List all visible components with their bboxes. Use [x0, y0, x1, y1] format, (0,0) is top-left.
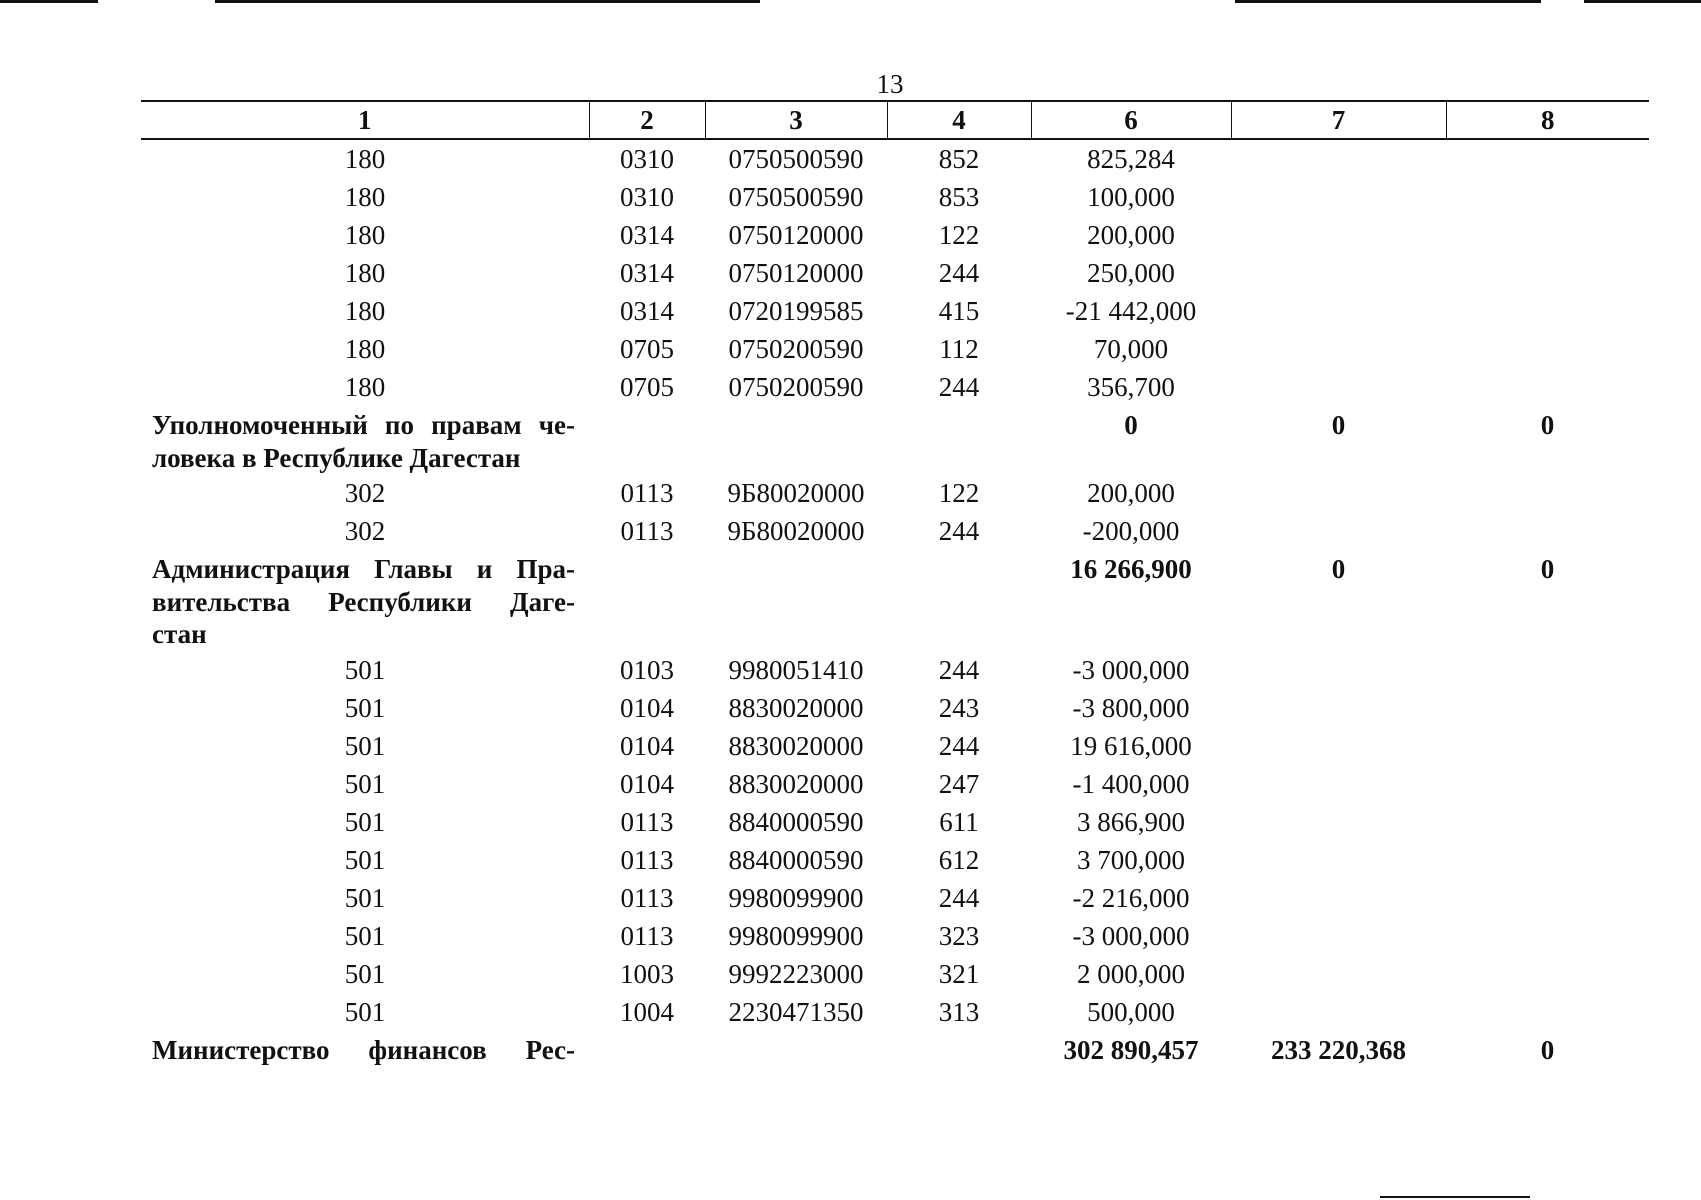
target-item-cell: 0750500590: [728, 144, 864, 174]
amount-col6-cell: 19 616,000: [1070, 730, 1192, 761]
section-code-cell: 0314: [620, 258, 674, 288]
agency-code-cell: 501: [344, 844, 386, 875]
agency-name-line: стан: [152, 619, 207, 649]
amount-col7-cell: [1231, 512, 1446, 550]
amount-col8-cell: [1446, 216, 1649, 254]
agency-name-cell: [141, 406, 589, 474]
agency-row: [141, 550, 1649, 651]
amount-col7-cell: 0: [1331, 410, 1346, 440]
section-code-cell: 0113: [620, 920, 674, 951]
expense-type-cell: [887, 406, 1031, 474]
amount-col8-cell: 0: [1540, 554, 1555, 584]
table-row: [141, 993, 1649, 1031]
agency-name-line: Уполномоченный по правам че-: [152, 410, 575, 440]
table-row: [141, 178, 1649, 216]
expense-type-cell: 244: [938, 882, 980, 913]
amount-col6-cell: 16 266,900: [1070, 554, 1192, 584]
amount-col6-cell: -3 800,000: [1072, 692, 1190, 723]
amount-col8-cell: [1446, 292, 1649, 330]
target-item-cell: 8840000590: [728, 806, 864, 837]
expense-type-cell: [887, 1031, 1031, 1067]
expense-type-cell: 122: [938, 478, 980, 508]
expense-type-cell: 244: [938, 516, 980, 546]
section-code-cell: 0113: [620, 478, 674, 508]
amount-col7-cell: [1231, 765, 1446, 803]
amount-col7-cell: [1231, 803, 1446, 841]
header-col-6: 6: [1031, 101, 1231, 139]
expense-type-cell: [887, 550, 1031, 651]
expense-type-cell: 244: [938, 258, 980, 288]
amount-col8-cell: [1446, 330, 1649, 368]
agency-name-cell: [141, 550, 589, 651]
target-item-cell: 0750500590: [728, 182, 864, 212]
agency-code-cell: 501: [344, 806, 386, 837]
amount-col7-cell: [1231, 917, 1446, 955]
budget-table: [141, 100, 1649, 1066]
amount-col7-cell: [1231, 879, 1446, 917]
amount-col6-cell: -2 216,000: [1072, 882, 1190, 913]
header-col-2: 2: [589, 101, 705, 139]
agency-code-cell: 501: [344, 996, 386, 1027]
scan-edge-line: [215, 0, 760, 3]
target-item-cell: 2230471350: [728, 996, 864, 1027]
header-col-7: 7: [1231, 101, 1446, 139]
amount-col8-cell: [1446, 803, 1649, 841]
agency-code-cell: 302: [344, 478, 386, 508]
amount-col6-cell: -21 442,000: [1065, 296, 1197, 326]
target-item-cell: 9980099900: [728, 920, 864, 951]
section-code-cell: 0104: [620, 768, 674, 799]
agency-name-line: ловека в Республике Дагестан: [152, 442, 521, 473]
amount-col7-cell: [1231, 178, 1446, 216]
header-col-4: 4: [887, 101, 1031, 139]
amount-col6-cell: 70,000: [1093, 334, 1169, 364]
table-row: [141, 765, 1649, 803]
agency-code-cell: 180: [344, 296, 386, 326]
agency-code-cell: 180: [344, 182, 386, 212]
amount-col6-cell: 200,000: [1087, 220, 1175, 250]
table-row: [141, 368, 1649, 406]
expense-type-cell: 247: [938, 768, 980, 799]
scan-edge-line: [1235, 0, 1541, 3]
expense-type-cell: 112: [939, 334, 979, 364]
agency-name-line: вительства Республики Даге-: [152, 586, 575, 617]
expense-type-cell: 243: [938, 692, 980, 723]
expense-type-cell: 415: [938, 296, 980, 326]
agency-code-cell: 180: [344, 372, 386, 402]
header-row: [141, 101, 1649, 139]
expense-type-cell: 244: [938, 654, 980, 685]
target-item-cell: 9Б80020000: [727, 478, 865, 508]
table-row: [141, 841, 1649, 879]
target-item-cell: [705, 406, 887, 474]
page-number: 13: [876, 69, 904, 99]
header-col-3: 3: [705, 101, 887, 139]
amount-col8-cell: [1446, 512, 1649, 550]
agency-code-cell: 501: [344, 654, 386, 685]
target-item-cell: 8830020000: [728, 692, 864, 723]
table-row: [141, 330, 1649, 368]
amount-col8-cell: [1446, 474, 1649, 512]
amount-col8-cell: 0: [1540, 1034, 1555, 1065]
section-code-cell: 0314: [620, 220, 674, 250]
amount-col7-cell: [1231, 727, 1446, 765]
table-row: [141, 254, 1649, 292]
amount-col6-cell: 100,000: [1087, 182, 1175, 212]
amount-col6-cell: 825,284: [1087, 144, 1175, 174]
agency-code-cell: 501: [344, 920, 386, 951]
section-code-cell: [589, 406, 705, 474]
amount-col6-cell: 200,000: [1087, 478, 1175, 508]
amount-col8-cell: [1446, 254, 1649, 292]
target-item-cell: 9980099900: [728, 882, 864, 913]
table-header: [141, 101, 1649, 139]
agency-name-line: Администрация Главы и Пра-: [152, 554, 575, 584]
table-row: [141, 292, 1649, 330]
amount-col7-cell: [1231, 955, 1446, 993]
agency-code-cell: 501: [344, 692, 386, 723]
agency-row: [141, 1031, 1649, 1067]
amount-col6-cell: 500,000: [1087, 996, 1175, 1027]
table-row: [141, 727, 1649, 765]
section-code-cell: 0310: [620, 144, 674, 174]
target-item-cell: [705, 550, 887, 651]
section-code-cell: 0310: [620, 182, 674, 212]
section-code-cell: 0705: [620, 372, 674, 402]
expense-type-cell: 321: [938, 958, 980, 989]
agency-code-cell: 501: [344, 730, 386, 761]
table-row: [141, 216, 1649, 254]
agency-code-cell: 180: [344, 334, 386, 364]
section-code-cell: [589, 550, 705, 651]
amount-col7-cell: [1231, 216, 1446, 254]
expense-type-cell: 852: [938, 144, 980, 174]
section-code-cell: 0113: [620, 806, 674, 837]
section-code-cell: 0103: [620, 654, 674, 685]
section-code-cell: 0113: [620, 882, 674, 913]
amount-col7-cell: 0: [1331, 554, 1346, 584]
table-body: [141, 139, 1649, 1066]
amount-col8-cell: [1446, 368, 1649, 406]
section-code-cell: 0314: [620, 296, 674, 326]
section-code-cell: 0104: [620, 692, 674, 723]
amount-col7-cell: [1231, 292, 1446, 330]
amount-col7-cell: [1231, 330, 1446, 368]
table-row: [141, 955, 1649, 993]
expense-type-cell: 244: [938, 730, 980, 761]
amount-col7-cell: [1231, 254, 1446, 292]
amount-col8-cell: [1446, 689, 1649, 727]
section-code-cell: 0113: [620, 844, 674, 875]
target-item-cell: 9Б80020000: [727, 516, 865, 546]
section-code-cell: [589, 1031, 705, 1067]
amount-col7-cell: [1231, 474, 1446, 512]
table-row: [141, 803, 1649, 841]
scan-edge-line: [1584, 0, 1701, 3]
table-row: [141, 651, 1649, 689]
table-row: [141, 917, 1649, 955]
expense-type-cell: 244: [938, 372, 980, 402]
target-item-cell: 8830020000: [728, 768, 864, 799]
target-item-cell: 8840000590: [728, 844, 864, 875]
amount-col6-cell: -200,000: [1082, 516, 1180, 546]
agency-row: [141, 406, 1649, 474]
amount-col7-cell: [1231, 689, 1446, 727]
target-item-cell: 0750120000: [728, 258, 864, 288]
amount-col8-cell: [1446, 765, 1649, 803]
agency-code-cell: 302: [344, 516, 386, 546]
table-row: [141, 689, 1649, 727]
amount-col8-cell: [1446, 917, 1649, 955]
amount-col7-cell: 233 220,368: [1271, 1034, 1406, 1065]
section-code-cell: 1004: [620, 996, 674, 1027]
header-col-8: 8: [1446, 101, 1649, 139]
expense-type-cell: 611: [939, 806, 979, 837]
target-item-cell: 9992223000: [728, 958, 864, 989]
agency-name-cell: [141, 1031, 589, 1067]
amount-col8-cell: [1446, 651, 1649, 689]
table-row: [141, 474, 1649, 512]
expense-type-cell: 853: [938, 182, 980, 212]
section-code-cell: 1003: [620, 958, 674, 989]
target-item-cell: 9980051410: [728, 654, 864, 685]
amount-col8-cell: [1446, 879, 1649, 917]
amount-col6-cell: 2 000,000: [1077, 958, 1185, 989]
scan-edge-line: [1380, 1196, 1530, 1198]
section-code-cell: 0705: [620, 334, 674, 364]
table-row: [141, 512, 1649, 550]
agency-code-cell: 501: [344, 768, 386, 799]
amount-col8-cell: 0: [1540, 410, 1555, 440]
scan-edge-line: [0, 0, 98, 3]
agency-code-cell: 501: [344, 882, 386, 913]
amount-col8-cell: [1446, 993, 1649, 1031]
target-item-cell: 8830020000: [728, 730, 864, 761]
amount-col6-cell: 250,000: [1087, 258, 1175, 288]
amount-col7-cell: [1231, 139, 1446, 178]
section-code-cell: 0113: [620, 516, 674, 546]
amount-col8-cell: [1446, 955, 1649, 993]
amount-col7-cell: [1231, 841, 1446, 879]
table-row: [141, 139, 1649, 178]
amount-col6-cell: 0: [1124, 410, 1138, 440]
amount-col6-cell: -1 400,000: [1072, 768, 1190, 799]
amount-col8-cell: [1446, 178, 1649, 216]
agency-code-cell: 180: [344, 258, 386, 288]
target-item-cell: [705, 1031, 887, 1067]
agency-name-line: Министерство финансов Рес-: [152, 1034, 575, 1065]
target-item-cell: 0750120000: [728, 220, 864, 250]
amount-col7-cell: [1231, 993, 1446, 1031]
section-code-cell: 0104: [620, 730, 674, 761]
target-item-cell: 0750200590: [728, 372, 864, 402]
amount-col8-cell: [1446, 139, 1649, 178]
table-row: [141, 879, 1649, 917]
amount-col6-cell: 356,700: [1087, 372, 1175, 402]
amount-col8-cell: [1446, 727, 1649, 765]
expense-type-cell: 323: [938, 920, 980, 951]
expense-type-cell: 122: [938, 220, 980, 250]
amount-col6-cell: 3 700,000: [1077, 844, 1185, 875]
expense-type-cell: 313: [938, 996, 980, 1027]
amount-col7-cell: [1231, 368, 1446, 406]
amount-col6-cell: 3 866,900: [1077, 806, 1185, 837]
target-item-cell: 0750200590: [728, 334, 864, 364]
amount-col7-cell: [1231, 651, 1446, 689]
amount-col6-cell: -3 000,000: [1072, 920, 1190, 951]
amount-col8-cell: [1446, 841, 1649, 879]
agency-code-cell: 501: [344, 958, 386, 989]
header-col-1: 1: [141, 101, 589, 139]
amount-col6-cell: -3 000,000: [1072, 654, 1190, 685]
agency-code-cell: 180: [344, 220, 386, 250]
target-item-cell: 0720199585: [728, 296, 864, 326]
agency-code-cell: 180: [344, 144, 386, 174]
expense-type-cell: 612: [938, 844, 980, 875]
amount-col6-cell: 302 890,457: [1063, 1034, 1199, 1065]
